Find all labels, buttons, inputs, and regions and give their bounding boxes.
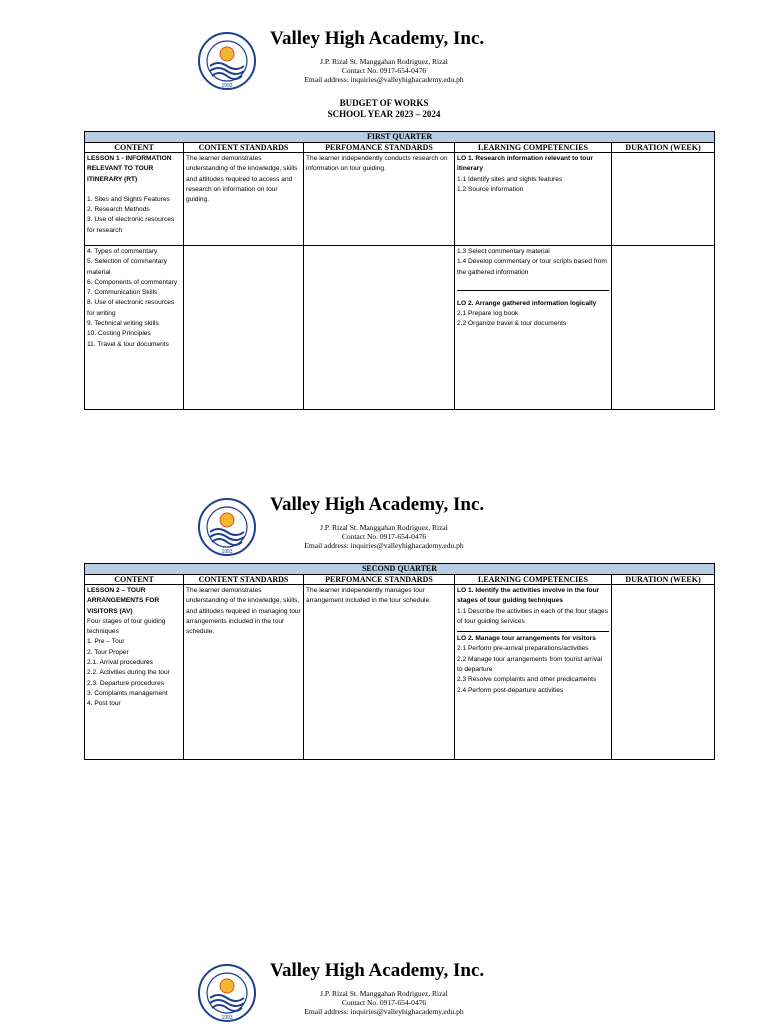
second-quarter-table [84,563,715,760]
competencies-cell: 1.3 Select commentary material 1.4 Develop commentary or tour scripts based from the gathered information LO 2. Arrange gathered information logically 2.1 Prepare log book 2.2 Organize travel & tour documents [455,246,612,410]
col-header-duration: DURATION (WEEK) [612,143,715,153]
content-standards-cell: The learner demonstrates understanding of the knowledge, skills and attitudes required to access and research on information on tour guiding. [184,153,304,246]
school-year: SCHOOL YEAR 2023 – 2024 [327,109,441,119]
content-cell: LESSON 1 - INFORMATION RELEVANT TO TOUR ITINERARY (RT) 1. Sites and Sights Features 2. Research Methods 3. Use of electronic resources for research [85,153,184,246]
letterhead-2 [0,494,768,564]
col-header-content: CONTENT [85,143,184,153]
school-email: Email address: inquiries@valleyhighacademy.edu.ph [304,1007,464,1016]
school-contact: Contact No. 0917-654-0476 [341,532,427,541]
col-header-performance-standards: PERFOMANCE STANDARDS [304,143,455,153]
school-contact: Contact No. 0917-654-0476 [341,66,427,75]
col-header-duration: DURATION (WEEK) [612,575,715,585]
first-quarter-table [84,131,715,410]
col-header-content-standards: CONTENT STANDARDS [184,575,304,585]
col-header-content-standards: CONTENT STANDARDS [184,143,304,153]
duration-cell [612,153,715,246]
col-header-content: CONTENT [85,575,184,585]
school-address: J.P. Rizal St. Manggahan Rodriguez, Rizal [320,523,448,532]
letterhead-1 [0,28,768,98]
school-email: Email address: inquiries@valleyhighacademy.edu.ph [304,75,464,84]
table-row [85,153,715,246]
performance-standards-cell [304,246,455,410]
letterhead-3 [0,960,768,1030]
document-title: BUDGET OF WORKS [339,98,429,108]
school-name: Valley High Academy, Inc. [270,28,485,49]
col-header-learning-competencies: LEARNING COMPETENCIES [455,575,612,585]
school-name: Valley High Academy, Inc. [270,494,485,515]
school-address: J.P. Rizal St. Manggahan Rodriguez, Rizal [320,989,448,998]
school-contact: Contact No. 0917-654-0476 [341,998,427,1007]
svg-text:1993: 1993 [221,549,233,555]
table-row [85,585,715,760]
school-email: Email address: inquiries@valleyhighacademy.edu.ph [304,541,464,550]
content-cell: LESSON 2 – TOUR ARRANGEMENTS FOR VISITORS (AV) Four stages of tour guiding techniques 1. Pre – Tour 2. Tour Proper 2.1. Arrival procedures 2.2. Activities during the tour 2.3. Departure procedures 3. Complaints management 4. Post tour [85,585,184,760]
svg-text:1993: 1993 [221,1015,233,1021]
performance-standards-cell: The learner independently manages tour arrangement included in the tour schedule. [304,585,455,760]
school-name: Valley High Academy, Inc. [270,960,485,981]
competencies-cell: LO 1. Research information relevant to tour itinerary 1.1 Identify sites and sights features 1.2 Source information [455,153,612,246]
content-standards-cell: The learner demonstrates understanding of the knowledge, skills, and attitudes required in managing tour arrangements included in the tour schedule. [184,585,304,760]
divider [457,631,609,632]
divider [457,290,609,291]
duration-cell [612,585,715,760]
col-header-performance-standards: PERFOMANCE STANDARDS [304,575,455,585]
school-address: J.P. Rizal St. Manggahan Rodriguez, Rizal [320,57,448,66]
competencies-cell: LO 1. Identify the activities involve in the four stages of tour guiding techniques 1.1 Describe the activities in each of the four stages of tour guiding services LO 2. Manage tour arrangements for visitors 2.1 Perform pre-arrival preparations/activities 2.2 Manage tour arrangements from tourist arrival to departure 2.3 Resolve complaints and other predicaments 2.4 Perform post-departure activities [455,585,612,760]
performance-standards-cell: The learner independently conducts research on information on tour guiding. [304,153,455,246]
table-row [85,246,715,410]
content-cell: 4. Types of commentary 5. Selection of commentary material 6. Components of commentary 7. Communication Skills 8. Use of electronic resources for writing 9. Technical writing skills 10. Costing Principles 11. Travel & tour documents [85,246,184,410]
quarter-label: SECOND QUARTER [85,564,715,575]
quarter-label: FIRST QUARTER [85,132,715,143]
col-header-learning-competencies: LEARNING COMPETENCIES [455,143,612,153]
duration-cell [612,246,715,410]
content-standards-cell [184,246,304,410]
svg-text:1993: 1993 [221,83,233,89]
